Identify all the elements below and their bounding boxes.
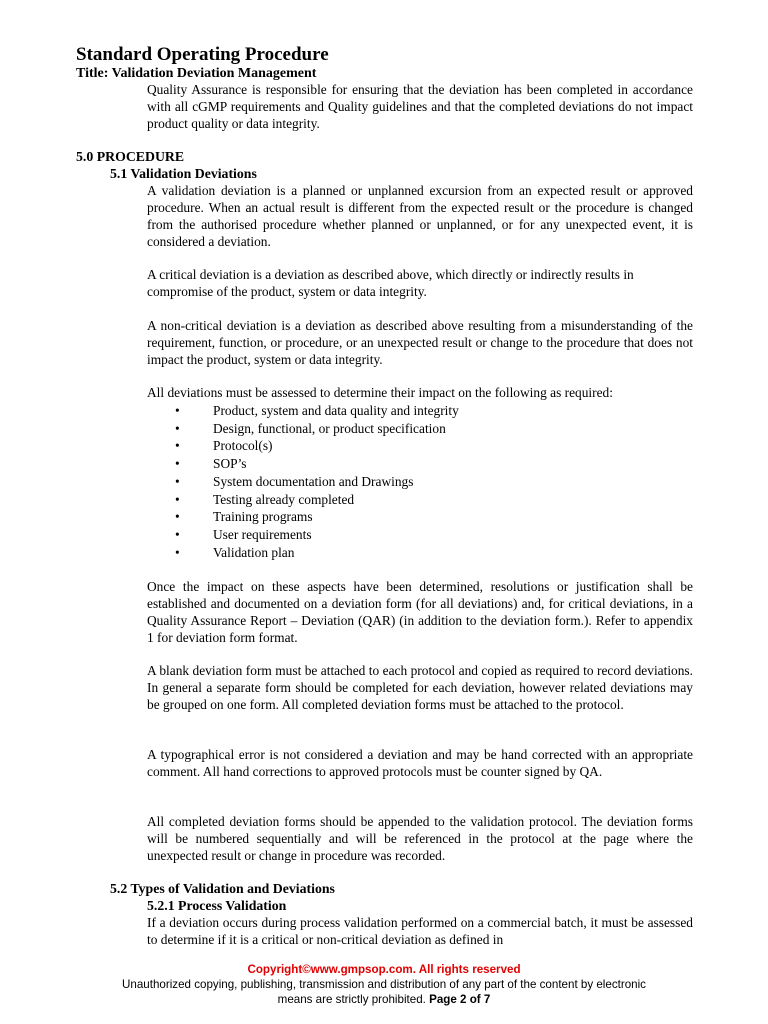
list-item: • Validation plan [175,544,295,560]
copyright-notice: Copyright©www.gmpsop.com. All rights reserved [247,963,521,976]
intro-paragraph: Quality Assurance is responsible for ensuring that the deviation has been completed in accordance with all cGMP requirements and Quality guidelines and that the completed deviations do not impact product quality or data integrity. [147,82,693,131]
section-5-1-heading: 5.1 Validation Deviations [110,166,257,181]
paragraph-typographical-error: A typographical error is not considered a deviation and may be hand corrected with an appropriate comment. All hand corrections to approved protocols must be counter signed by QA. [147,747,693,779]
list-item: • Protocol(s) [175,438,273,454]
document-type-heading: Standard Operating Procedure [76,44,329,65]
paragraph-blank-form: A blank deviation form must be attached to each protocol and copied as required to record deviations. In general a separate form should be completed for each deviation, however related deviations may be grouped on one form. All completed deviation forms must be attached to the protocol. [147,663,693,712]
list-item: • Training programs [175,509,313,525]
section-5-2-1-heading: 5.2.1 Process Validation [147,898,287,913]
paragraph-critical-deviation: A critical deviation is a deviation as described above, which directly or indirectly results in compromise of the product, system or data integrity. [147,267,634,299]
document-title: Title: Validation Deviation Management [76,66,317,81]
list-item: • Testing already completed [175,491,355,507]
impact-list [175,402,459,561]
section-5-2-heading: 5.2 Types of Validation and Deviations [110,881,335,896]
usage-notice: Unauthorized copying, publishing, transmission and distribution of any part of the content by electronic means are strictly prohibited. Page 2 of 7 [122,978,646,1006]
paragraph-completed-forms: All completed deviation forms should be appended to the validation protocol. The deviation forms will be numbered sequentially and will be referenced in the protocol at the page where the unexpected result or change in procedure was recorded. [147,814,693,863]
paragraph-non-critical-deviation: A non-critical deviation is a deviation as described above resulting from a misunderstanding of the requirement, function, or procedure, or an unexpected result or change to the procedure that does not impact the product, system or data integrity. [147,318,693,367]
page-number: Page 2 of 7 [429,993,491,1006]
list-item: • System documentation and Drawings [175,473,414,489]
list-item: • User requirements [175,526,312,542]
list-item: • Design, functional, or product specification [175,420,446,436]
paragraph-resolutions: Once the impact on these aspects have been determined, resolutions or justification shall be established and documented on a deviation form (for all deviations) and, for critical deviations, in a Quality Assurance Report – Deviation (QAR) (in addition to the deviation form.). Refer to appendix 1 for deviation form format. [147,579,693,645]
list-item: • Product, system and data quality and integrity [175,403,459,418]
list-item: • SOP’s [175,456,247,472]
paragraph-deviation-definition: A validation deviation is a planned or unplanned excursion from an expected result or approved procedure. When an actual result is different from the expected result or the procedure is changed from the authorised procedure whether planned or unplanned, or for any unexpected event, it is considered a deviation. [147,183,693,249]
paragraph-impact-assessment: All deviations must be assessed to determine their impact on the following as required: [147,385,613,400]
paragraph-process-validation: If a deviation occurs during process validation performed on a commercial batch, it must be assessed to determine if it is a critical or non-critical deviation as defined in [147,915,693,947]
section-5-heading: 5.0 PROCEDURE [76,149,185,164]
